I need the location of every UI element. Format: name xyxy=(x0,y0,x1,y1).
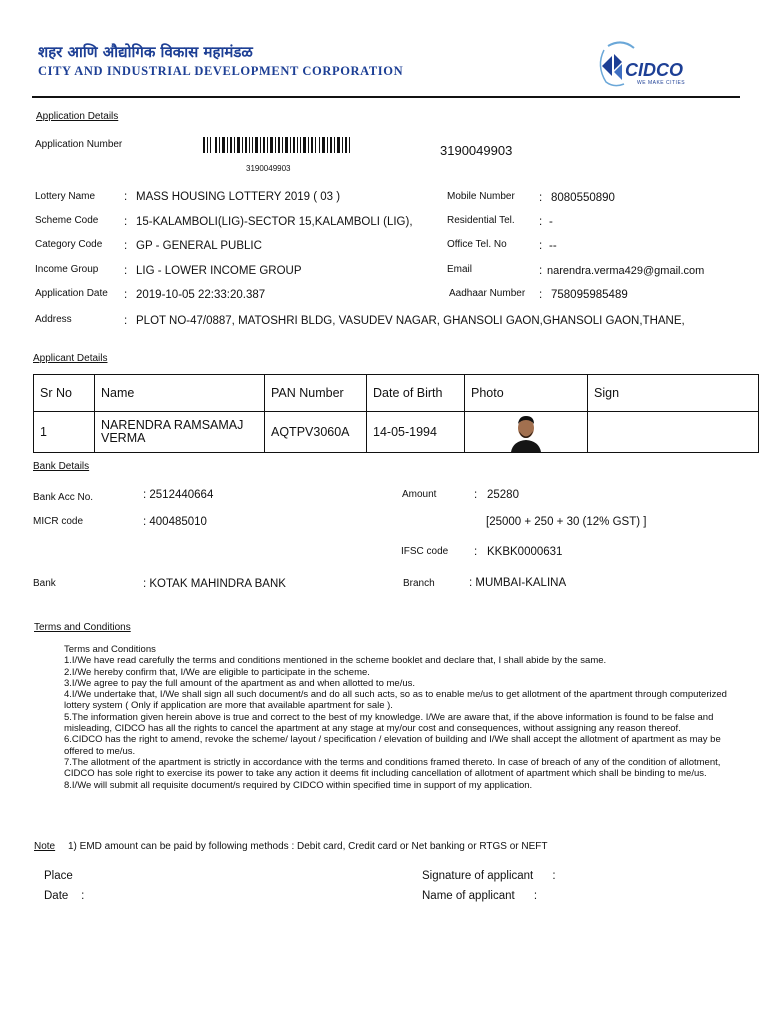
barcode-icon xyxy=(203,137,353,153)
terms-item-1: 1.I/We have read carefully the terms and conditions mentioned in the scheme booklet and declare that, I shall abide by the same. xyxy=(64,655,607,667)
header-name: Name xyxy=(95,375,265,412)
category-code-label: Category Code xyxy=(35,239,103,250)
header-sr-no: Sr No xyxy=(34,375,95,412)
header-title-english: CITY AND INDUSTRIAL DEVELOPMENT CORPORATION xyxy=(38,64,404,78)
address-label: Address xyxy=(35,314,72,325)
cell-date-of-birth: 14-05-1994 xyxy=(367,412,465,453)
terms-item-3: 3.I/We agree to pay the full amount of the apartment as and when allotted to me/us. xyxy=(64,677,416,689)
mobile-number: 8080550890 xyxy=(551,192,615,204)
address-colon: : xyxy=(124,315,128,327)
ifsc-code: KKBK0000631 xyxy=(487,546,563,558)
terms-item-4: 4.I/We undertake that, I/We shall sign all such document/s and do all such acts, so as to enable me/us to get allotment of the apartment through computerized lottery system ( Only if application are more that available apartment for sale ). xyxy=(64,689,727,712)
amount-colon: : xyxy=(474,489,478,501)
application-number-label: Application Number xyxy=(35,139,123,150)
scheme-colon: : xyxy=(124,216,128,228)
branch-label: Branch xyxy=(403,578,435,589)
terms-item-7: 7.The allotment of the apartment is strictly in accordance with the terms and conditions framed thereto. In case of breach of any of the condition of allotment, CIDCO has sole right to exercise its power to take any action it deems fit including cancellation of allotment of apartment which shall be binding to me/us. xyxy=(64,756,721,780)
header-title-marathi: शहर आणि औद्योगिक विकास महामंडळ xyxy=(38,43,253,61)
logo-wordmark: CIDCO xyxy=(625,60,683,80)
scheme-code: 15-KALAMBOLI(LIG)-SECTOR 15,KALAMBOLI (LIG), xyxy=(136,216,413,228)
category-colon: : xyxy=(124,240,128,252)
ifsc-code-label: IFSC code xyxy=(401,546,449,557)
date-colon: : xyxy=(124,289,128,301)
header-pan-number: PAN Number xyxy=(265,375,367,412)
office-tel-label: Office Tel. No xyxy=(447,239,507,250)
office-colon: : xyxy=(539,240,543,252)
application-date-label: Application Date xyxy=(35,288,108,299)
cell-sr-no: 1 xyxy=(34,412,95,453)
terms-item-2: 2.I/We hereby confirm that, I/We are eligible to participate in the scheme. xyxy=(64,666,370,678)
aadhaar-colon: : xyxy=(539,289,543,301)
ifsc-colon: : xyxy=(474,546,478,558)
email-label: Email xyxy=(447,264,473,275)
application-details-heading: Application Details xyxy=(36,111,119,122)
residential-tel-label: Residential Tel. xyxy=(447,215,515,226)
terms-item-6: 6.CIDCO has the right to amend, revoke the scheme/ layout / specification / elevation of building and I/We shall accept the allotment of apartment as may be offered to me/us. xyxy=(64,734,721,757)
applicant-table xyxy=(33,374,759,453)
note-text: 1) EMD amount can be paid by following methods : Debit card, Credit card or Net banking or RTGS or NEFT xyxy=(68,841,548,852)
income-group-label: Income Group xyxy=(35,264,99,275)
amount-breakup: [25000 + 250 + 30 (12% GST) ] xyxy=(486,516,647,528)
bank-acc-label: Bank Acc No. xyxy=(33,492,94,503)
cell-sign xyxy=(588,412,759,453)
residential-tel: - xyxy=(549,216,553,228)
scheme-code-label: Scheme Code xyxy=(35,215,99,226)
header-sign: Sign xyxy=(588,375,759,412)
barcode-text: 3190049903 xyxy=(246,164,291,173)
signature-label: Signature of applicant : xyxy=(422,870,556,882)
name-of-applicant-label: Name of applicant : xyxy=(422,890,538,902)
lottery-name: MASS HOUSING LOTTERY 2019 ( 03 ) xyxy=(136,191,341,203)
mobile-number-label: Mobile Number xyxy=(447,191,515,202)
application-date: 2019-10-05 22:33:20.387 xyxy=(136,289,266,301)
logo-tagline: WE MAKE CITIES xyxy=(637,80,686,86)
date-label: Date : xyxy=(44,890,85,902)
header-date-of-birth: Date of Birth xyxy=(367,375,465,412)
note-label: Note xyxy=(34,841,56,852)
lottery-colon: : xyxy=(124,191,128,203)
terms-subheading: Terms and Conditions xyxy=(64,644,156,655)
cell-pan-number: AQTPV3060A xyxy=(265,412,367,453)
table-row xyxy=(34,412,759,453)
applicant-photo-icon xyxy=(509,412,543,452)
income-group: LIG - LOWER INCOME GROUP xyxy=(136,265,302,277)
terms-body xyxy=(64,644,728,791)
amount: 25280 xyxy=(487,489,519,501)
address: PLOT NO-47/0887, MATOSHRI BLDG, VASUDEV NAGAR, GHANSOLI GAON,GHANSOLI GAON,THANE, xyxy=(136,315,685,327)
application-number: 3190049903 xyxy=(440,143,513,158)
table-header-row xyxy=(34,375,759,412)
applicant-details-heading: Applicant Details xyxy=(33,353,108,364)
aadhaar-number: 758095985489 xyxy=(551,289,628,301)
bank-name: : KOTAK MAHINDRA BANK xyxy=(143,578,286,590)
residential-colon: : xyxy=(539,216,543,228)
header-divider xyxy=(32,96,740,98)
cell-name: NARENDRA RAMSAMAJ VERMA xyxy=(95,412,265,453)
bank-acc-number: : 2512440664 xyxy=(143,489,214,501)
mobile-colon: : xyxy=(539,192,543,204)
aadhaar-number-label: Aadhaar Number xyxy=(449,288,526,299)
email-colon: : xyxy=(539,265,543,277)
branch-name: : MUMBAI-KALINA xyxy=(469,577,567,589)
income-colon: : xyxy=(124,265,128,277)
amount-label: Amount xyxy=(402,489,437,500)
lottery-name-label: Lottery Name xyxy=(35,191,96,202)
micr-code: : 400485010 xyxy=(143,516,207,528)
micr-code-label: MICR code xyxy=(33,516,84,527)
cell-photo xyxy=(465,412,588,453)
email: narendra.verma429@gmail.com xyxy=(547,265,705,277)
category-code: GP - GENERAL PUBLIC xyxy=(136,240,262,252)
header-photo: Photo xyxy=(465,375,588,412)
terms-heading: Terms and Conditions xyxy=(34,622,131,633)
office-tel: -- xyxy=(549,240,557,252)
terms-item-8: 8.I/We will submit all requisite document/s required by CIDCO within specified time in support of my application. xyxy=(64,779,533,791)
bank-details-heading: Bank Details xyxy=(33,461,90,472)
place-label: Place xyxy=(44,870,73,882)
terms-item-5: 5.The information given herein above is true and correct to the best of my knowledge. I/We are aware that, if the above information is found to be false and misleading, CIDCO has all the rights to cancel the apartment at any stage at my/our cost and consequences, without assigning any reason thereof. xyxy=(64,711,714,735)
bank-name-label: Bank xyxy=(33,578,56,589)
